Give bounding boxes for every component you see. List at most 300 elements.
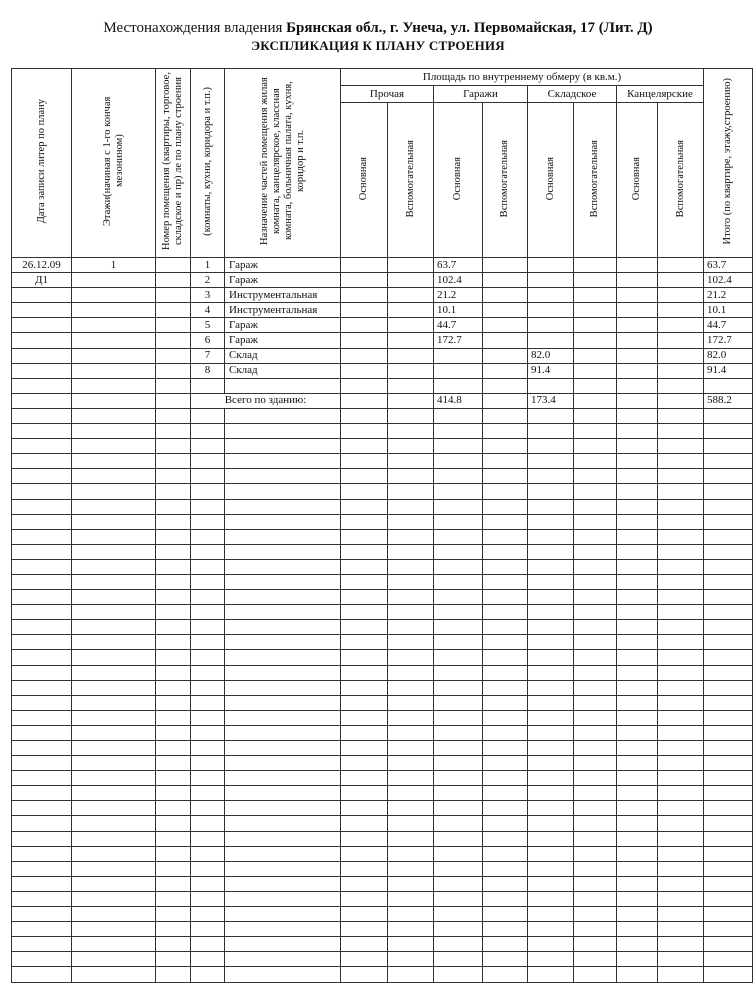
empty-cell	[617, 937, 658, 952]
empty-row	[12, 559, 753, 574]
empty-cell	[528, 605, 574, 620]
cell-room-number	[191, 378, 225, 393]
empty-cell	[156, 710, 191, 725]
empty-cell	[483, 590, 528, 605]
total-row	[12, 393, 753, 408]
empty-cell	[388, 665, 434, 680]
empty-cell	[191, 454, 225, 469]
empty-cell	[574, 469, 617, 484]
empty-cell	[704, 559, 753, 574]
empty-cell	[341, 424, 388, 439]
empty-cell	[225, 469, 341, 484]
empty-cell	[156, 454, 191, 469]
cell-storage-main: 173.4	[528, 393, 574, 408]
empty-cell	[191, 574, 225, 589]
empty-cell	[704, 816, 753, 831]
cell-storage-aux	[574, 303, 617, 318]
empty-cell	[658, 650, 704, 665]
empty-cell	[341, 574, 388, 589]
cell-total: 44.7	[704, 318, 753, 333]
empty-cell	[704, 650, 753, 665]
empty-cell	[341, 529, 388, 544]
empty-cell	[191, 891, 225, 906]
empty-cell	[617, 801, 658, 816]
empty-cell	[528, 650, 574, 665]
empty-cell	[574, 408, 617, 423]
empty-cell	[434, 710, 483, 725]
empty-cell	[341, 439, 388, 454]
cell-storage-main: 82.0	[528, 348, 574, 363]
empty-cell	[72, 967, 156, 982]
table-row	[12, 258, 753, 273]
empty-cell	[72, 816, 156, 831]
empty-cell	[528, 891, 574, 906]
cell-date	[12, 333, 72, 348]
cell-total: 102.4	[704, 273, 753, 288]
empty-cell	[156, 499, 191, 514]
cell-room-number: 6	[191, 333, 225, 348]
empty-cell	[704, 590, 753, 605]
cell-office-aux	[658, 393, 704, 408]
empty-cell	[434, 891, 483, 906]
empty-cell	[225, 559, 341, 574]
empty-cell	[528, 695, 574, 710]
empty-cell	[191, 620, 225, 635]
empty-cell	[658, 469, 704, 484]
empty-cell	[225, 590, 341, 605]
empty-cell	[72, 680, 156, 695]
empty-cell	[388, 574, 434, 589]
empty-cell	[388, 922, 434, 937]
empty-cell	[341, 891, 388, 906]
empty-cell	[156, 876, 191, 891]
empty-cell	[704, 922, 753, 937]
empty-cell	[617, 952, 658, 967]
empty-cell	[704, 635, 753, 650]
cell-floor	[72, 318, 156, 333]
empty-cell	[388, 786, 434, 801]
empty-cell	[574, 695, 617, 710]
empty-cell	[528, 574, 574, 589]
cell-unit	[156, 288, 191, 303]
empty-cell	[225, 725, 341, 740]
empty-cell	[12, 831, 72, 846]
header-group-storage: Складское	[528, 86, 617, 103]
empty-cell	[12, 786, 72, 801]
empty-cell	[72, 424, 156, 439]
empty-cell	[528, 590, 574, 605]
empty-cell	[483, 665, 528, 680]
empty-cell	[225, 620, 341, 635]
empty-cell	[483, 635, 528, 650]
empty-cell	[12, 514, 72, 529]
cell-office-aux	[658, 258, 704, 273]
empty-cell	[341, 544, 388, 559]
empty-cell	[191, 967, 225, 982]
header-sub-main: Основная	[341, 103, 388, 258]
empty-cell	[483, 680, 528, 695]
empty-cell	[704, 544, 753, 559]
empty-cell	[72, 514, 156, 529]
empty-cell	[191, 680, 225, 695]
empty-cell	[225, 876, 341, 891]
empty-cell	[12, 756, 72, 771]
empty-cell	[617, 650, 658, 665]
empty-cell	[574, 861, 617, 876]
cell-total	[704, 378, 753, 393]
empty-cell	[704, 574, 753, 589]
empty-cell	[156, 574, 191, 589]
empty-cell	[156, 469, 191, 484]
empty-cell	[341, 605, 388, 620]
empty-cell	[225, 650, 341, 665]
empty-cell	[225, 786, 341, 801]
empty-cell	[617, 786, 658, 801]
empty-cell	[388, 408, 434, 423]
cell-floor	[72, 348, 156, 363]
cell-room-number: 7	[191, 348, 225, 363]
empty-cell	[225, 952, 341, 967]
empty-cell	[434, 484, 483, 499]
empty-cell	[388, 771, 434, 786]
empty-cell	[434, 620, 483, 635]
empty-cell	[704, 831, 753, 846]
empty-cell	[388, 635, 434, 650]
cell-storage-main	[528, 303, 574, 318]
empty-cell	[528, 831, 574, 846]
empty-cell	[341, 590, 388, 605]
empty-cell	[617, 907, 658, 922]
empty-cell	[483, 861, 528, 876]
empty-cell	[528, 439, 574, 454]
empty-cell	[156, 635, 191, 650]
header-floor: Этажи(начиная с 1-го кончая мезонином)	[72, 69, 156, 258]
header-group-garages: Гаражи	[434, 86, 528, 103]
empty-cell	[72, 454, 156, 469]
empty-cell	[434, 559, 483, 574]
empty-cell	[388, 741, 434, 756]
empty-cell	[434, 831, 483, 846]
empty-cell	[617, 514, 658, 529]
empty-row	[12, 725, 753, 740]
empty-cell	[225, 891, 341, 906]
header-sub-main: Основная	[434, 103, 483, 258]
empty-cell	[156, 907, 191, 922]
empty-cell	[191, 710, 225, 725]
empty-cell	[483, 710, 528, 725]
empty-cell	[12, 605, 72, 620]
empty-cell	[156, 771, 191, 786]
empty-row	[12, 408, 753, 423]
empty-cell	[528, 846, 574, 861]
empty-cell	[574, 559, 617, 574]
empty-cell	[191, 801, 225, 816]
empty-cell	[434, 590, 483, 605]
cell-total: 10.1	[704, 303, 753, 318]
empty-row	[12, 876, 753, 891]
empty-cell	[658, 514, 704, 529]
empty-cell	[191, 922, 225, 937]
empty-cell	[225, 424, 341, 439]
empty-row	[12, 756, 753, 771]
empty-cell	[225, 756, 341, 771]
cell-storage-aux	[574, 258, 617, 273]
empty-cell	[388, 605, 434, 620]
empty-cell	[528, 469, 574, 484]
empty-cell	[341, 559, 388, 574]
empty-cell	[156, 741, 191, 756]
empty-cell	[434, 680, 483, 695]
empty-row	[12, 816, 753, 831]
empty-row	[12, 952, 753, 967]
empty-cell	[704, 469, 753, 484]
cell-garage-main: 414.8	[434, 393, 483, 408]
empty-cell	[658, 771, 704, 786]
empty-cell	[341, 408, 388, 423]
document-title: ЭКСПЛИКАЦИЯ К ПЛАНУ СТРОЕНИЯ	[251, 38, 505, 53]
empty-cell	[574, 650, 617, 665]
empty-cell	[388, 831, 434, 846]
empty-cell	[574, 801, 617, 816]
cell-other-aux	[388, 363, 434, 378]
empty-cell	[72, 635, 156, 650]
cell-other-main	[341, 378, 388, 393]
empty-cell	[72, 695, 156, 710]
empty-cell	[156, 484, 191, 499]
empty-cell	[72, 937, 156, 952]
empty-cell	[528, 816, 574, 831]
cell-other-main	[341, 303, 388, 318]
cell-other-aux	[388, 378, 434, 393]
empty-cell	[156, 665, 191, 680]
empty-cell	[483, 605, 528, 620]
empty-cell	[617, 574, 658, 589]
empty-cell	[156, 650, 191, 665]
cell-floor	[72, 363, 156, 378]
explication-table	[11, 68, 753, 983]
empty-cell	[528, 710, 574, 725]
table-row	[12, 348, 753, 363]
empty-cell	[434, 756, 483, 771]
cell-office-main	[617, 273, 658, 288]
empty-cell	[434, 454, 483, 469]
empty-cell	[528, 514, 574, 529]
empty-cell	[156, 408, 191, 423]
empty-cell	[528, 907, 574, 922]
cell-storage-aux	[574, 333, 617, 348]
cell-storage-main: 91.4	[528, 363, 574, 378]
empty-cell	[574, 922, 617, 937]
cell-garage-main	[434, 348, 483, 363]
empty-cell	[658, 620, 704, 635]
cell-office-main	[617, 393, 658, 408]
empty-cell	[225, 937, 341, 952]
empty-cell	[388, 680, 434, 695]
empty-cell	[388, 439, 434, 454]
empty-cell	[528, 937, 574, 952]
empty-cell	[528, 484, 574, 499]
empty-cell	[341, 484, 388, 499]
cell-date: Д1	[12, 273, 72, 288]
empty-cell	[225, 907, 341, 922]
empty-cell	[617, 665, 658, 680]
empty-cell	[704, 786, 753, 801]
empty-cell	[388, 559, 434, 574]
empty-cell	[191, 756, 225, 771]
empty-cell	[191, 725, 225, 740]
cell-office-main	[617, 258, 658, 273]
empty-cell	[225, 695, 341, 710]
empty-cell	[12, 725, 72, 740]
empty-cell	[528, 499, 574, 514]
empty-cell	[388, 499, 434, 514]
empty-cell	[434, 544, 483, 559]
empty-cell	[658, 907, 704, 922]
empty-cell	[617, 891, 658, 906]
empty-cell	[12, 907, 72, 922]
empty-cell	[156, 831, 191, 846]
empty-cell	[528, 876, 574, 891]
empty-cell	[704, 529, 753, 544]
empty-cell	[658, 680, 704, 695]
cell-floor	[72, 333, 156, 348]
cell-garage-aux	[483, 393, 528, 408]
empty-row	[12, 484, 753, 499]
empty-cell	[191, 876, 225, 891]
empty-cell	[528, 529, 574, 544]
empty-cell	[434, 922, 483, 937]
empty-cell	[528, 544, 574, 559]
empty-cell	[156, 725, 191, 740]
empty-cell	[72, 484, 156, 499]
empty-cell	[434, 771, 483, 786]
empty-cell	[12, 529, 72, 544]
empty-cell	[225, 665, 341, 680]
empty-cell	[12, 861, 72, 876]
empty-cell	[658, 439, 704, 454]
empty-cell	[704, 861, 753, 876]
empty-cell	[617, 484, 658, 499]
empty-row	[12, 514, 753, 529]
empty-row	[12, 499, 753, 514]
empty-cell	[704, 695, 753, 710]
empty-cell	[12, 695, 72, 710]
empty-cell	[388, 907, 434, 922]
empty-cell	[704, 876, 753, 891]
empty-cell	[72, 952, 156, 967]
empty-cell	[12, 499, 72, 514]
empty-cell	[191, 695, 225, 710]
empty-cell	[658, 559, 704, 574]
empty-cell	[388, 695, 434, 710]
empty-cell	[388, 620, 434, 635]
empty-cell	[156, 952, 191, 967]
cell-office-aux	[658, 378, 704, 393]
empty-cell	[434, 907, 483, 922]
cell-other-aux	[388, 393, 434, 408]
empty-row	[12, 680, 753, 695]
empty-cell	[483, 876, 528, 891]
header-purpose: Назначение частей помещения жилая комната, канцелярское, классная комната, больничная палата, кухня, коридор и т.п.	[225, 69, 341, 258]
empty-cell	[191, 635, 225, 650]
empty-cell	[434, 786, 483, 801]
empty-cell	[225, 680, 341, 695]
empty-cell	[72, 574, 156, 589]
empty-cell	[704, 771, 753, 786]
empty-cell	[341, 771, 388, 786]
cell-other-main	[341, 258, 388, 273]
empty-cell	[574, 816, 617, 831]
cell-storage-main	[528, 258, 574, 273]
empty-cell	[658, 831, 704, 846]
empty-cell	[483, 816, 528, 831]
empty-cell	[12, 544, 72, 559]
cell-storage-aux	[574, 378, 617, 393]
cell-garage-main: 10.1	[434, 303, 483, 318]
cell-room-number: 2	[191, 273, 225, 288]
empty-cell	[434, 529, 483, 544]
empty-row	[12, 741, 753, 756]
cell-purpose: Гараж	[225, 258, 341, 273]
empty-cell	[191, 650, 225, 665]
header-sub-main: Основная	[617, 103, 658, 258]
empty-cell	[434, 695, 483, 710]
empty-cell	[658, 665, 704, 680]
empty-cell	[528, 559, 574, 574]
empty-cell	[72, 605, 156, 620]
header-total: Итого (по квартире, этажу,строению)	[704, 69, 753, 258]
empty-cell	[12, 408, 72, 423]
cell-room-number: 1	[191, 258, 225, 273]
empty-row	[12, 831, 753, 846]
table-row	[12, 333, 753, 348]
cell-unit	[156, 363, 191, 378]
empty-cell	[658, 710, 704, 725]
empty-cell	[156, 514, 191, 529]
empty-cell	[658, 725, 704, 740]
cell-floor	[72, 273, 156, 288]
empty-cell	[574, 786, 617, 801]
cell-office-aux	[658, 318, 704, 333]
empty-row	[12, 801, 753, 816]
empty-cell	[704, 665, 753, 680]
cell-purpose: Гараж	[225, 273, 341, 288]
empty-row	[12, 469, 753, 484]
empty-cell	[191, 952, 225, 967]
empty-cell	[388, 454, 434, 469]
cell-garage-main: 102.4	[434, 273, 483, 288]
empty-cell	[483, 891, 528, 906]
empty-cell	[341, 801, 388, 816]
cell-storage-main	[528, 378, 574, 393]
empty-cell	[388, 756, 434, 771]
empty-cell	[225, 499, 341, 514]
table-body	[12, 258, 753, 983]
cell-purpose: Склад	[225, 363, 341, 378]
cell-office-main	[617, 378, 658, 393]
cell-storage-aux	[574, 363, 617, 378]
cell-total: 172.7	[704, 333, 753, 348]
empty-cell	[483, 650, 528, 665]
cell-unit	[156, 303, 191, 318]
cell-purpose: Гараж	[225, 333, 341, 348]
empty-cell	[658, 816, 704, 831]
header-unit: Номер помещения (квартиры, торговое, складское и пр) ле по плану строения	[156, 69, 191, 258]
empty-cell	[72, 408, 156, 423]
empty-cell	[191, 424, 225, 439]
empty-row	[12, 650, 753, 665]
empty-cell	[704, 514, 753, 529]
